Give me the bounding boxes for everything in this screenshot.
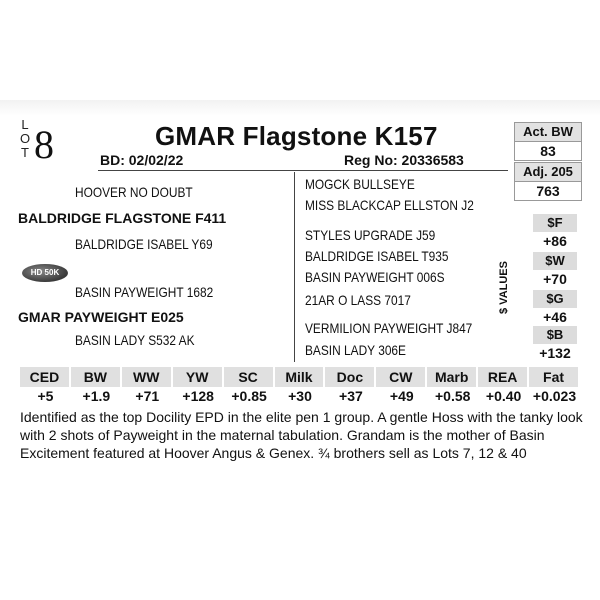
pedigree-line: 21AR O LASS 7017 xyxy=(305,292,411,308)
dollar-value: +86 xyxy=(543,233,567,249)
epd-header: SC xyxy=(224,367,275,387)
pedigree-line: BASIN LADY 306E xyxy=(305,342,406,358)
dollar-value-w xyxy=(533,252,577,288)
dam-sire: BASIN PAYWEIGHT 1682 xyxy=(75,284,214,300)
lot-notes: Identified as the top Docility EPD in the elite pen 1 group. A gentle Hoss with the tanky look with 2 shots of Payweight in the maternal tabulation. Grandam is the mother of Basin Excitement featured at Hoover Angus & Genex. ¾ brothers sell as Lots 7, 12 & 40 xyxy=(20,409,583,461)
lot-label xyxy=(18,118,32,160)
dollar-value-g xyxy=(533,290,577,326)
hd50k-badge: HD 50K xyxy=(22,264,68,282)
epd-header: YW xyxy=(173,367,224,387)
epd-header: CED xyxy=(20,367,71,387)
epd-header: BW xyxy=(71,367,122,387)
epd-header: Milk xyxy=(275,367,326,387)
sire-dam: BALDRIDGE ISABEL Y69 xyxy=(75,236,213,252)
dollar-label: $F xyxy=(533,214,577,232)
divider-horizontal xyxy=(98,170,508,171)
pedigree-line: BASIN PAYWEIGHT 006S xyxy=(305,269,445,285)
epd-value: +0.40 xyxy=(485,388,522,404)
birth-date: BD: 02/02/22 xyxy=(100,152,184,168)
epd-header: Doc xyxy=(325,367,376,387)
dollar-value-f xyxy=(533,214,577,250)
adj-205-value: 763 xyxy=(514,182,582,201)
dollar-label: $B xyxy=(533,326,577,344)
epd-value: +0.85 xyxy=(231,388,267,404)
dollar-value: +132 xyxy=(539,345,571,361)
epd-value: +37 xyxy=(339,388,363,404)
lot-letter: O xyxy=(19,131,31,146)
dollar-values-label: $ VALUES xyxy=(498,261,510,314)
sire: BALDRIDGE FLAGSTONE F411 xyxy=(18,210,227,226)
epd-value-row xyxy=(20,387,580,405)
sire-sire: HOOVER NO DOUBT xyxy=(75,184,193,200)
epd-value: +0.023 xyxy=(532,388,577,404)
pedigree-line: BALDRIDGE ISABEL T935 xyxy=(305,248,449,264)
adj-205-box xyxy=(514,162,582,201)
epd-value: +30 xyxy=(288,388,312,404)
epd-header: Marb xyxy=(427,367,478,387)
divider-vertical xyxy=(294,172,295,362)
dam-dam: BASIN LADY S532 AK xyxy=(75,332,195,348)
dollar-label: $G xyxy=(533,290,577,308)
epd-value: +0.58 xyxy=(434,388,471,404)
pedigree-line: MISS BLACKCAP ELLSTON J2 xyxy=(305,197,474,213)
lot-letter: T xyxy=(21,145,29,160)
epd-value: +5 xyxy=(37,388,54,404)
epd-header: Fat xyxy=(529,367,580,387)
dollar-label: $W xyxy=(533,252,577,270)
pedigree-line: MOGCK BULLSEYE xyxy=(305,176,415,192)
registration-number: Reg No: 20336583 xyxy=(344,152,464,168)
epd-value: +128 xyxy=(182,388,214,404)
actual-bw-value: 83 xyxy=(514,142,582,161)
animal-name: GMAR Flagstone K157 xyxy=(155,121,438,151)
dollar-value: +70 xyxy=(543,271,567,287)
dam: GMAR PAYWEIGHT E025 xyxy=(18,309,184,325)
actual-bw-label: Act. BW xyxy=(514,122,582,142)
epd-value: +49 xyxy=(389,388,414,404)
epd-header: REA xyxy=(478,367,529,387)
epd-header: WW xyxy=(122,367,173,387)
lot-number: 8 xyxy=(34,122,54,167)
dollar-value: +46 xyxy=(543,309,567,325)
dollar-value-b xyxy=(533,326,577,362)
actual-bw-box xyxy=(514,122,582,161)
top-band xyxy=(0,100,600,116)
lot-letter: L xyxy=(21,117,29,132)
epd-value: +1.9 xyxy=(82,388,111,404)
epd-header: CW xyxy=(376,367,427,387)
pedigree-line: STYLES UPGRADE J59 xyxy=(305,227,436,243)
epd-header-row xyxy=(20,367,580,387)
adj-205-label: Adj. 205 xyxy=(514,162,582,182)
pedigree-line: VERMILION PAYWEIGHT J847 xyxy=(305,320,473,336)
epd-value: +71 xyxy=(135,388,160,404)
